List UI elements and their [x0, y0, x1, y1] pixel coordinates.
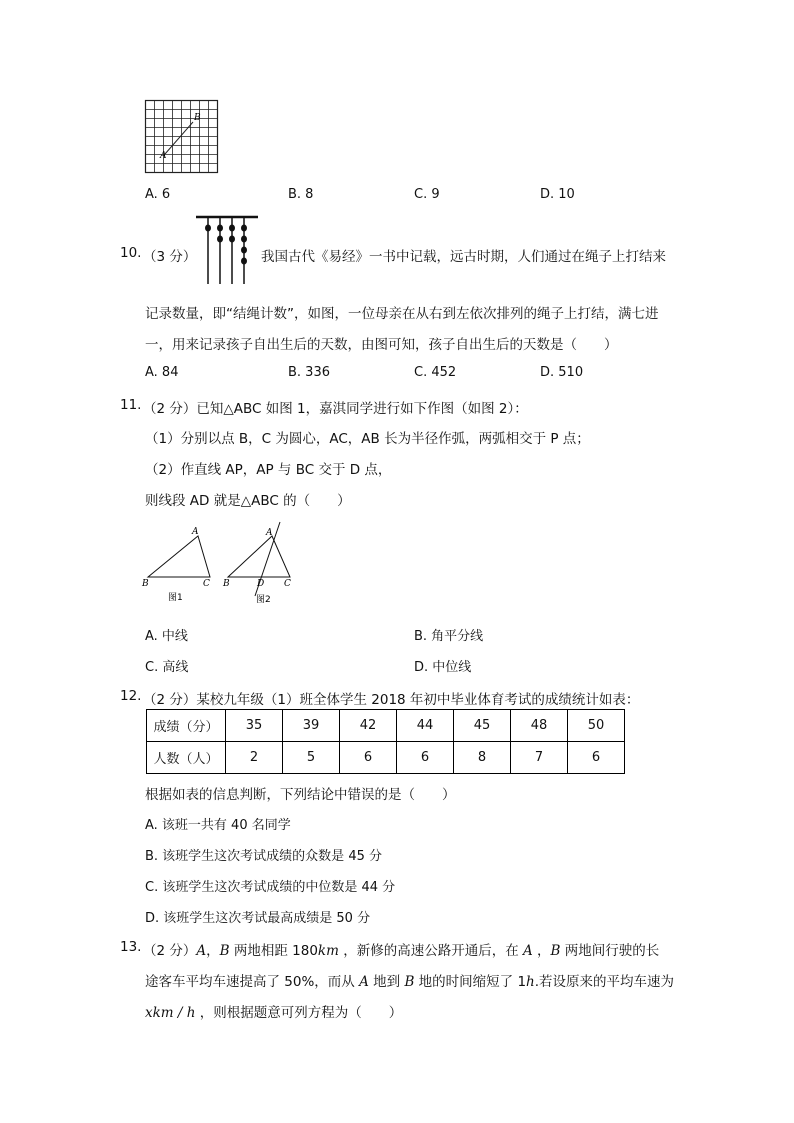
table-cell: 48: [511, 710, 568, 742]
q9-option-b[interactable]: B. 8: [288, 187, 314, 202]
fig1-caption: 图1: [168, 593, 183, 603]
fig1-label-a: A: [192, 527, 199, 537]
table-cell: 39: [283, 710, 340, 742]
row-header-scores: 成绩（分）: [147, 710, 226, 742]
q12-question: 根据如表的信息判断，下列结论中错误的是（ ）: [145, 787, 456, 803]
fig2-label-c: C: [284, 579, 291, 589]
fig2-label-d: D: [257, 579, 265, 589]
table-cell: 6: [568, 742, 625, 774]
q9-option-d[interactable]: D. 10: [540, 187, 575, 202]
table-row: [147, 710, 625, 742]
q10-text-line1: 我国古代《易经》一书中记载，远古时期，人们通过在绳子上打结来: [261, 249, 666, 265]
score-table: [146, 709, 625, 774]
point-a-label: A: [160, 151, 167, 161]
q11-option-b[interactable]: B. 角平分线: [414, 629, 484, 644]
q13-text-line3: xkm / h ，则根据题意可列方程为（ ）: [145, 1005, 403, 1021]
q10-option-d[interactable]: D. 510: [540, 365, 584, 380]
q12-option-c[interactable]: C. 该班学生这次考试成绩的中位数是 44 分: [145, 880, 396, 895]
q10-score: （3 分）: [143, 249, 197, 265]
q11-step1: （1）分别以点 B，C 为圆心，AC，AB 长为半径作弧，两弧相交于 P 点；: [145, 431, 590, 447]
table-cell: 44: [397, 710, 454, 742]
table-cell: 5: [283, 742, 340, 774]
q11-question: 则线段 AD 就是△ABC 的（ ）: [145, 493, 351, 509]
table-cell: 6: [397, 742, 454, 774]
q10-text-line3: 一，用来记录孩子自出生后的天数，由图可知，孩子自出生后的天数是（ ）: [145, 337, 618, 353]
q13-text-line2: 途客车平均车速提高了 50%，而从 A 地到 B 地的时间缩短了 1h.若设原来的平均车速为: [145, 974, 675, 990]
triangle-figure-2: [222, 520, 302, 606]
q11-step2: （2）作直线 AP，AP 与 BC 交于 D 点，: [145, 462, 392, 478]
q12-number: 12.: [120, 688, 142, 704]
table-cell: 8: [454, 742, 511, 774]
q12-option-d[interactable]: D. 该班学生这次考试最高成绩是 50 分: [145, 911, 371, 926]
q10-number: 10.: [120, 245, 142, 261]
table-cell: 7: [511, 742, 568, 774]
point-b-label: B: [194, 113, 201, 123]
table-row: [147, 742, 625, 774]
fig2-caption: 图2: [256, 595, 271, 605]
q12-text-line1: （2 分）某校九年级（1）班全体学生 2018 年初中毕业体育考试的成绩统计如表：: [143, 692, 640, 708]
knot-icons: [205, 225, 247, 265]
fig1-label-b: B: [142, 579, 149, 589]
q12-option-b[interactable]: B. 该班学生这次考试成绩的众数是 45 分: [145, 849, 382, 864]
q11-option-a[interactable]: A. 中线: [145, 629, 188, 644]
table-cell: 2: [226, 742, 283, 774]
q13-number: 13.: [120, 939, 142, 955]
q12-option-a[interactable]: A. 该班一共有 40 名同学: [145, 818, 291, 833]
table-cell: 6: [340, 742, 397, 774]
fig2-label-b: B: [223, 579, 230, 589]
q10-option-b[interactable]: B. 336: [288, 365, 330, 380]
segment-ab: [165, 122, 193, 154]
triangle-figure-1: [140, 522, 220, 604]
q9-option-a[interactable]: A. 6: [145, 187, 171, 202]
q11-option-c[interactable]: C. 高线: [145, 660, 189, 675]
fig2-label-a: A: [266, 528, 273, 538]
q13-text-line1: （2 分）A，B 两地相距 180km ，新修的高速公路开通后，在 A ，B 两地间行驶的长: [143, 943, 660, 959]
table-cell: 50: [568, 710, 625, 742]
q10-text-line2: 记录数量，即“结绳计数”，如图，一位母亲在从右到左依次排列的绳子上打结，满七进: [145, 306, 659, 322]
table-cell: 45: [454, 710, 511, 742]
q11-number: 11.: [120, 397, 142, 413]
q9-option-c[interactable]: C. 9: [414, 187, 440, 202]
q10-option-c[interactable]: C. 452: [414, 365, 457, 380]
row-header-counts: 人数（人）: [147, 742, 226, 774]
fig1-label-c: C: [203, 579, 210, 589]
q10-option-a[interactable]: A. 84: [145, 365, 179, 380]
table-cell: 35: [226, 710, 283, 742]
q11-option-d[interactable]: D. 中位线: [414, 660, 472, 675]
table-cell: 42: [340, 710, 397, 742]
q11-text-line1: （2 分）已知△ABC 如图 1，嘉淇同学进行如下作图（如图 2）：: [143, 401, 528, 417]
grid-figure: [145, 100, 220, 175]
knotted-ropes-figure: [196, 214, 258, 286]
